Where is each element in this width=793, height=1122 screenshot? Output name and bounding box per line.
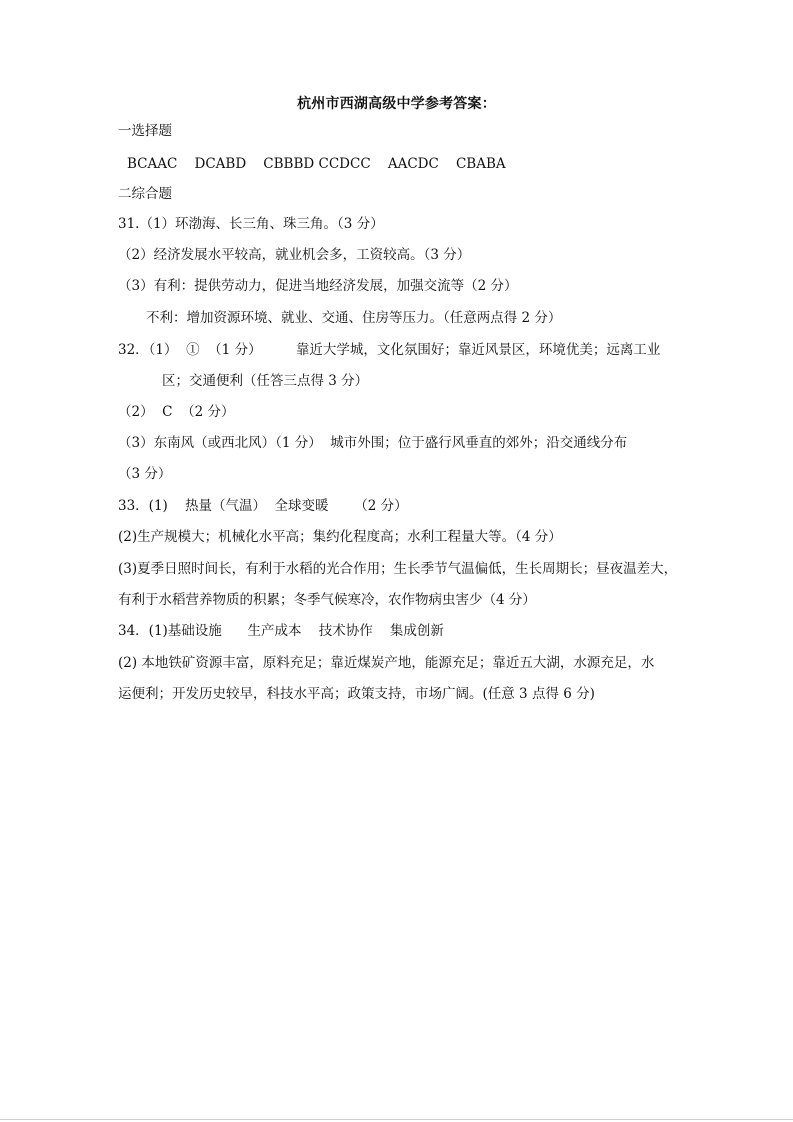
answer-line: （2）经济发展水平较高，就业机会多，工资较高。（3 分） (118, 247, 471, 263)
answer-line: （2） C （2 分） (118, 404, 235, 420)
answer-line: （3）东南风（或西北风）（1 分） 城市外围；位于盛行风垂直的郊外；沿交通线分布 (118, 435, 628, 451)
answer-line: 区；交通便利（任答三点得 3 分） (162, 373, 369, 389)
answer-line: 32．（1） ① （1 分） 靠近大学城，文化氛围好；靠近风景区，环境优美；远离工业 (118, 342, 661, 358)
page-bottom-divider (0, 1119, 793, 1120)
answer-line: 33．(1) 热量（气温） 全球变暖 （2 分） (118, 498, 408, 514)
answer-line: （3 分） (118, 466, 172, 482)
page-title: 杭州市西湖高级中学参考答案： (297, 96, 496, 112)
answer-line: 不利：增加资源环境、就业、交通、住房等压力。（任意两点得 2 分） (146, 310, 562, 326)
answer-line: (3)夏季日照时间长，有利于水稻的光合作用；生长季节气温偏低，生长周期长；昼夜温差大， (118, 561, 678, 577)
answer-line: 有利于水稻营养物质的积累；冬季气候寒冷，农作物病虫害少（4 分） (118, 592, 536, 608)
section-heading-choice: 一选择题 (118, 123, 172, 139)
answer-line: (2) 本地铁矿资源丰富，原料充足；靠近煤炭产地，能源充足；靠近五大湖，水源充足，水 (118, 655, 655, 671)
answer-line: 31.（1）环渤海、长三角、珠三角。（3 分） (118, 216, 384, 232)
answer-line: 34．(1)基础设施 生产成本 技术协作 集成创新 (118, 623, 444, 639)
answer-line: (2)生产规模大；机械化水平高；集约化程度高；水利工程量大等。（4 分） (118, 529, 562, 545)
answer-line: 运便利；开发历史较早，科技水平高；政策支持，市场广阔。(任意 3 点得 6 分) (118, 686, 595, 702)
answer-line: （3）有利：提供劳动力，促进当地经济发展，加强交流等（2 分） (118, 278, 518, 294)
choice-answers: BCAAC DCABD CBBBD CCDCC AACDC CBABA (127, 156, 506, 172)
section-heading-comprehensive: 二综合题 (118, 186, 172, 202)
